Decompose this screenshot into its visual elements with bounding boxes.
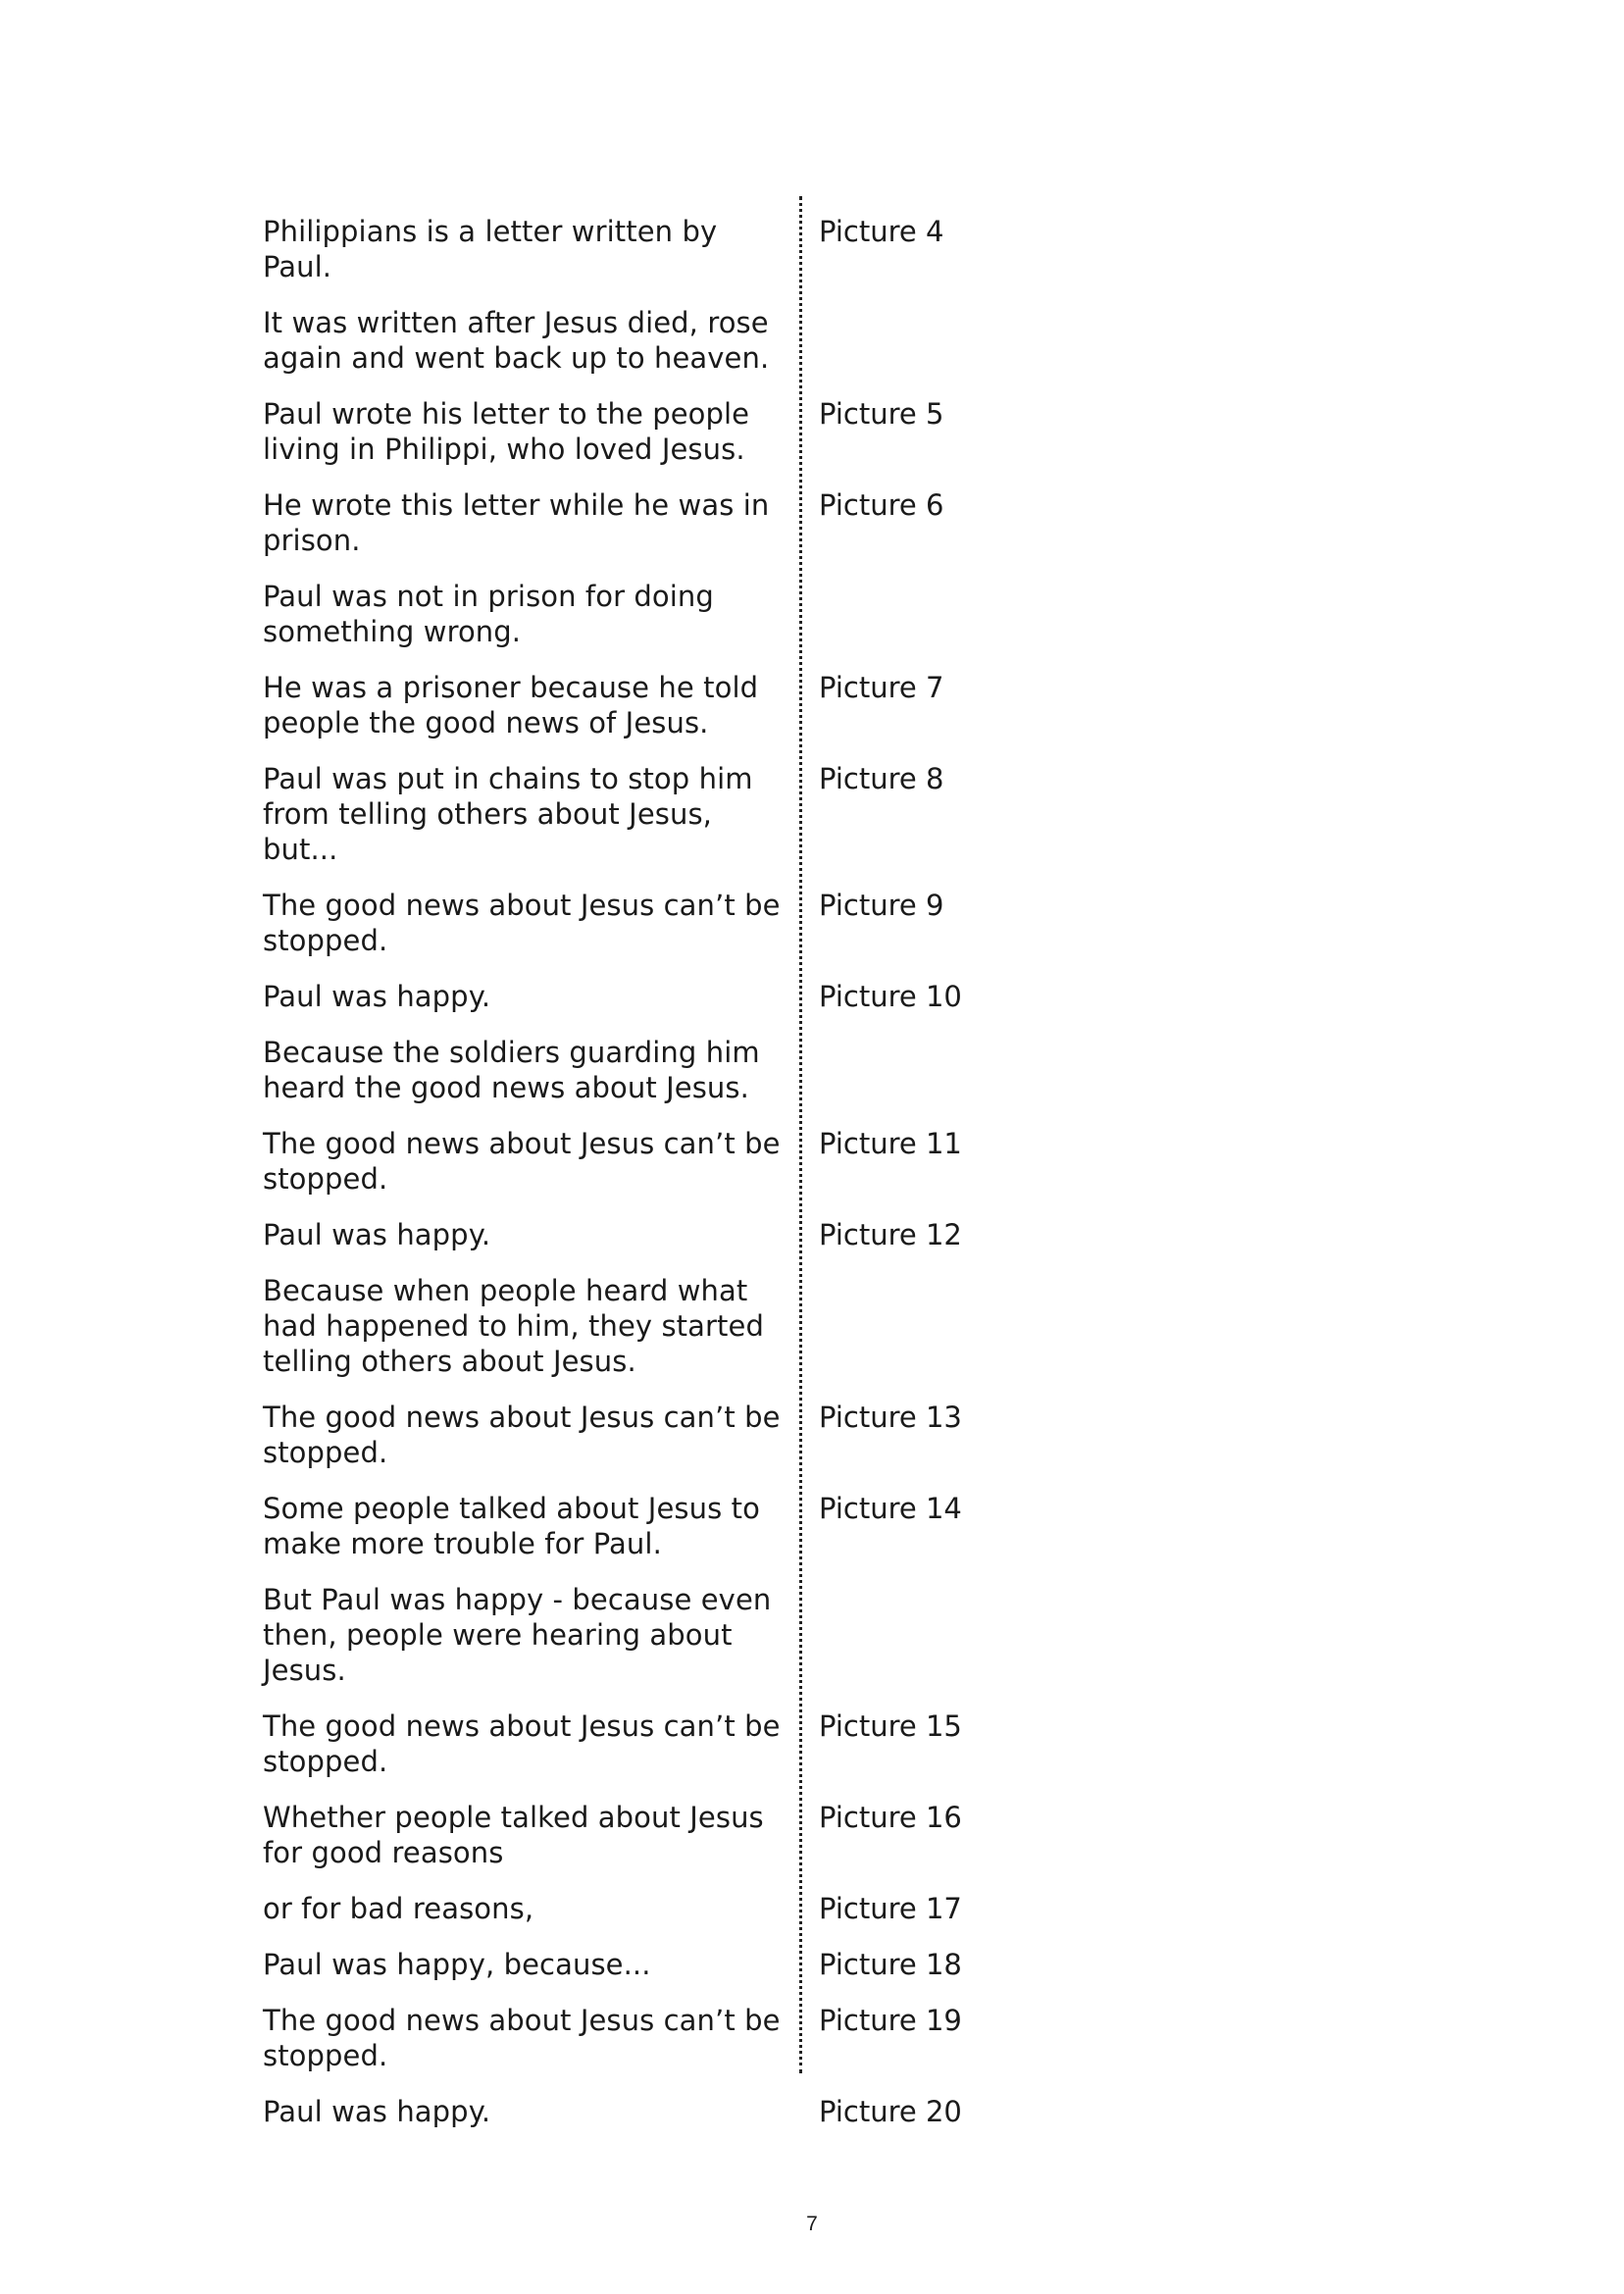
script-row <box>263 1582 1008 1688</box>
script-row <box>263 979 1008 1014</box>
picture-reference: Picture 16 <box>819 1801 962 1834</box>
picture-reference: Picture 7 <box>819 671 944 704</box>
picture-reference: Picture 20 <box>819 2095 962 2128</box>
picture-reference: Picture 11 <box>819 1127 962 1160</box>
script-text: Paul was happy. <box>263 2095 491 2128</box>
script-row <box>263 1891 1008 1926</box>
picture-reference: Picture 10 <box>819 980 962 1013</box>
picture-reference: Picture 19 <box>819 2004 962 2037</box>
script-row <box>263 305 1008 376</box>
script-row <box>263 1800 1008 1870</box>
script-row <box>263 1217 1008 1252</box>
picture-reference: Picture 18 <box>819 1948 962 1981</box>
picture-reference: Picture 8 <box>819 762 944 795</box>
picture-reference: Picture 9 <box>819 889 944 922</box>
script-row <box>263 1947 1008 1982</box>
script-text: He was a prisoner because he told people the good news of Jesus. <box>263 671 759 739</box>
script-row <box>263 670 1008 740</box>
script-table <box>263 214 1008 2129</box>
script-text: Some people talked about Jesus to make more trouble for Paul. <box>263 1492 760 1560</box>
script-row <box>263 396 1008 467</box>
script-text: Paul was not in prison for doing something wrong. <box>263 580 714 648</box>
script-text: Because the soldiers guarding him heard the good news about Jesus. <box>263 1036 760 1104</box>
script-row <box>263 1400 1008 1470</box>
script-text: Paul was put in chains to stop him from telling others about Jesus, but... <box>263 762 753 866</box>
script-text: Whether people talked about Jesus for good reasons <box>263 1801 764 1869</box>
picture-reference: Picture 15 <box>819 1709 962 1743</box>
script-text: Because when people heard what had happened to him, they started telling others about Jesus. <box>263 1274 764 1378</box>
script-text: He wrote this letter while he was in prison. <box>263 488 770 557</box>
script-text: Paul wrote his letter to the people living in Philippi, who loved Jesus. <box>263 397 750 466</box>
picture-reference: Picture 17 <box>819 1892 962 1925</box>
script-text: Paul was happy. <box>263 1218 491 1251</box>
picture-reference: Picture 4 <box>819 215 944 248</box>
script-text: The good news about Jesus can’t be stopped. <box>263 1127 781 1196</box>
script-row <box>263 761 1008 867</box>
script-text: The good news about Jesus can’t be stopped. <box>263 1401 781 1469</box>
script-text: Philippians is a letter written by Paul. <box>263 215 718 283</box>
script-text: It was written after Jesus died, rose again and went back up to heaven. <box>263 306 770 375</box>
script-row <box>263 579 1008 649</box>
picture-reference: Picture 12 <box>819 1218 962 1251</box>
script-row <box>263 2094 1008 2129</box>
script-text: or for bad reasons, <box>263 1892 534 1925</box>
picture-reference: Picture 13 <box>819 1401 962 1434</box>
script-row <box>263 214 1008 284</box>
page-number: 7 <box>806 2213 818 2235</box>
picture-reference: Picture 5 <box>819 397 944 431</box>
script-text: Paul was happy. <box>263 980 491 1013</box>
script-text: The good news about Jesus can’t be stopped. <box>263 2004 781 2072</box>
script-row <box>263 1126 1008 1197</box>
picture-reference: Picture 14 <box>819 1492 962 1525</box>
script-row <box>263 888 1008 958</box>
script-text: But Paul was happy - because even then, people were hearing about Jesus. <box>263 1583 772 1687</box>
script-text: The good news about Jesus can’t be stopped. <box>263 889 781 957</box>
script-row <box>263 487 1008 558</box>
script-row <box>263 1273 1008 1379</box>
picture-reference: Picture 6 <box>819 488 944 522</box>
script-row <box>263 1708 1008 1779</box>
script-text: The good news about Jesus can’t be stopped. <box>263 1709 781 1778</box>
script-row <box>263 2003 1008 2073</box>
script-row <box>263 1035 1008 1105</box>
script-row <box>263 1491 1008 1561</box>
script-text: Paul was happy, because... <box>263 1948 651 1981</box>
